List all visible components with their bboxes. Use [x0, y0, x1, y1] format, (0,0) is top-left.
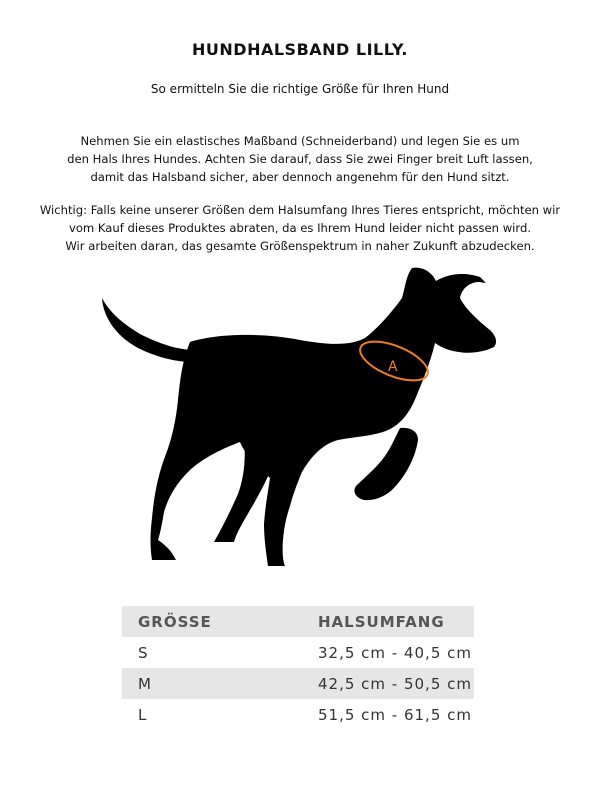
size-cell: S	[138, 643, 149, 662]
range-cell: 51,5 cm - 61,5 cm	[318, 705, 472, 724]
note-line: Wir arbeiten daran, das gesamte Größenspektrum in naher Zukunft abzudecken.	[65, 239, 535, 253]
size-table-header	[122, 606, 474, 637]
size-table	[122, 606, 474, 730]
range-cell: 42,5 cm - 50,5 cm	[318, 674, 472, 693]
dog-illustration	[90, 262, 520, 582]
neck-column-header: HALSUMFANG	[318, 612, 445, 631]
table-row	[122, 637, 474, 668]
range-cell: 32,5 cm - 40,5 cm	[318, 643, 472, 662]
dog-silhouette	[102, 268, 496, 566]
instructions-paragraph	[10, 132, 590, 186]
note-line: vom Kauf dieses Produktes abraten, da es Ihrem Hund leider nicht passen wird.	[68, 221, 532, 235]
note-paragraph	[10, 201, 590, 255]
instructions-line: Nehmen Sie ein elastisches Maßband (Schneiderband) und legen Sie es um	[80, 134, 520, 148]
neck-measure-label: A	[388, 359, 398, 375]
size-column-header: GRÖSSE	[138, 612, 212, 631]
size-cell: M	[138, 674, 152, 693]
instructions-line: den Hals Ihres Hundes. Achten Sie darauf, dass Sie zwei Finger breit Luft lassen,	[67, 152, 533, 166]
page-title: HUNDHALSBAND LILLY.	[192, 40, 408, 59]
instructions-line: damit das Halsband sicher, aber dennoch angenehm für den Hund sitzt.	[90, 170, 510, 184]
page-subtitle: So ermitteln Sie die richtige Größe für Ihren Hund	[150, 82, 450, 96]
table-row	[122, 699, 474, 730]
table-row	[122, 668, 474, 699]
note-line: Wichtig: Falls keine unserer Größen dem Halsumfang Ihres Tieres entspricht, möchten wir	[39, 203, 561, 217]
size-cell: L	[138, 705, 148, 724]
